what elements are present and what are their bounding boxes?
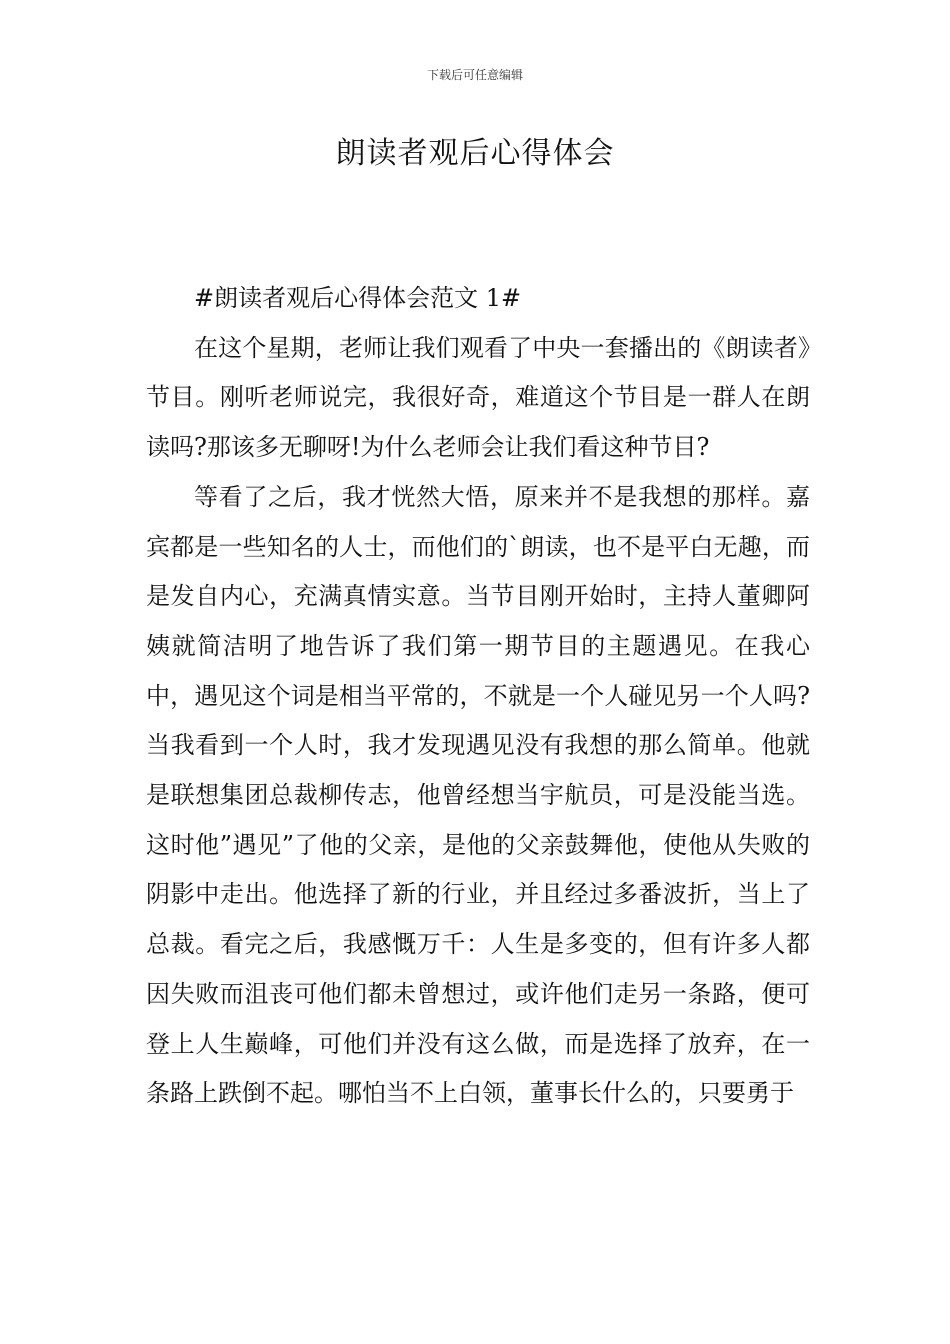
paragraph-2: 等看了之后，我才恍然大悟，原来并不是我想的那样。嘉宾都是一些知名的人士，而他们的`朗读，也不是平白无趣，而是发自内心，充满真情实意。当节目刚开始时，主持人董卿阿姨就简洁明了地告诉了我们第一期节目的主题遇见。在我心中，遇见这个词是相当平常的，不就是一个人碰见另一个人吗?当我看到一个人时，我才发现遇见没有我想的那么简单。他就是联想集团总裁柳传志，他曾经想当宇航员，可是没能当选。这时他”遇见”了他的父亲，是他的父亲鼓舞他，使他从失败的阴影中走出。他选择了新的行业，并且经过多番波折，当上了总裁。看完之后，我感慨万千：人生是多变的，但有许多人都因失败而沮丧可他们都未曾想过，或许他们走另一条路，便可登上人生巅峰，可他们并没有这么做，而是选择了放弃，在一条路上跌倒不起。哪怕当不上白领，董事长什么的，只要勇于 [146,482,810,1108]
document-body [146,274,810,1119]
section-heading: #朗读者观后心得体会范文 1# [194,284,522,312]
paragraph-1: 在这个星期，老师让我们观看了中央一套播出的《朗读者》节目。刚听老师说完，我很好奇，难道这个节目是一群人在朗读吗?那该多无聊呀!为什么老师会让我们看这种节目? [146,333,810,462]
header-note: 下载后可任意编辑 [426,68,523,82]
document-title: 朗读者观后心得体会 [335,136,615,171]
